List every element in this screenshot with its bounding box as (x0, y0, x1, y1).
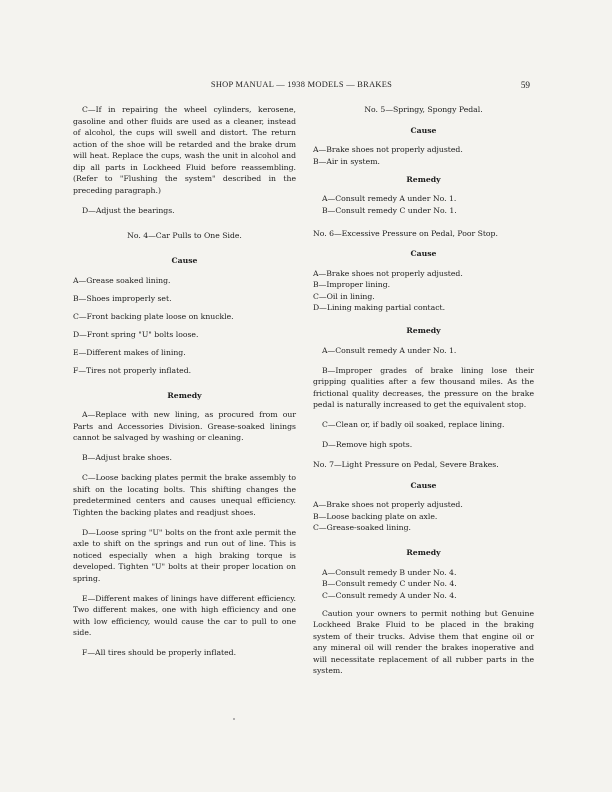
print-speck (233, 718, 235, 720)
cause-item: B—Improper lining. (313, 280, 391, 289)
remedy-paragraph: E—Different makes of linings have different efficiency. Two different makes, one with high efficiency and one with low efficiency, would cause the car to pull to one side. (73, 593, 296, 637)
cause-item: D—Front spring "U" bolts loose. (73, 329, 199, 339)
running-header (73, 80, 530, 92)
cause-item: B—Shoes improperly set. (73, 293, 172, 303)
remedy-paragraph: C—Clean or, if badly oil soaked, replace lining. (322, 420, 505, 429)
remedy-heading: Remedy (167, 390, 202, 400)
cause-heading: Cause (410, 480, 437, 490)
cause-heading: Cause (410, 125, 437, 135)
cause-item: D—Lining making partial contact. (313, 303, 446, 312)
remedy-paragraph: D—Remove high spots. (322, 440, 413, 449)
remedy-paragraph: A—Consult remedy A under No. 1. (322, 345, 457, 355)
cause-item: A—Grease soaked lining. (73, 275, 171, 285)
page-number: 59 (520, 80, 530, 90)
remedy-paragraph: F—All tires should be properly inflated. (82, 648, 237, 657)
paragraph-intro-c: C—If in repairing the wheel cylinders, kerosene, gasoline and other fluids are used as a cleaner, instead of alcohol, the cups will swell and distort. The return action of the shoe will be retarded and the brake drum will heat. Replace the cups, wash the unit in alcohol and dip all parts in Lockheed Fluid before reassembling. (Refer to "Flushing the system" described in the preceding paragraph.) (73, 105, 296, 195)
section-title-no5: No. 5—Springy, Spongy Pedal. (364, 105, 483, 114)
remedy-item: B—Consult remedy C under No. 4. (322, 579, 457, 588)
cause-item: C—Oil in lining. (313, 291, 375, 301)
cause-heading: Cause (171, 256, 198, 265)
header-title: SHOP MANUAL — 1938 MODELS — BRAKES (210, 80, 393, 89)
remedy-item: B—Consult remedy C under No. 1. (322, 205, 457, 215)
right-column (313, 104, 534, 685)
section-title-no6: No. 6—Excessive Pressure on Pedal, Poor Stop. (313, 228, 498, 238)
cause-item: E—Different makes of lining. (73, 347, 186, 357)
cause-item: C—Front backing plate loose on knuckle. (73, 311, 234, 321)
cause-item: C—Grease-soaked lining. (313, 523, 411, 532)
remedy-heading: Remedy (406, 326, 441, 335)
remedy-heading: Remedy (406, 548, 441, 557)
cause-heading: Cause (410, 249, 437, 258)
section-title-no4: No. 4—Car Pulls to One Side. (127, 230, 242, 240)
remedy-item: C—Consult remedy A under No. 4. (322, 590, 457, 600)
remedy-paragraph: D—Loose spring "U" bolts on the front axle permit the axle to shift on the springs and run out of line. This is noticed especially when a high braking torque is developed. Tighten "U" bolts at their proper location on spring. (73, 527, 296, 583)
cause-item: A—Brake shoes not properly adjusted. (313, 500, 463, 509)
caution-paragraph: Caution your owners to permit nothing but Genuine Lockheed Brake Fluid to be placed in the braking system of their trucks. Advise them that engine oil or any mineral oil will render the brakes inoperative and will necessitate replacement of all rubber parts in the system. (313, 608, 534, 675)
left-column (73, 104, 296, 667)
remedy-heading: Remedy (406, 174, 441, 184)
cause-item: B—Loose backing plate on axle. (313, 511, 438, 521)
cause-item: A—Brake shoes not properly adjusted. (313, 145, 463, 154)
remedy-item: A—Consult remedy B under No. 4. (322, 567, 457, 577)
cause-item: B—Air in system. (313, 156, 380, 166)
remedy-paragraph: B—Improper grades of brake lining lose their gripping qualities after a few thousand miles. As the frictional quality decreases, the pressure on the brake pedal is naturally increased to get the equivalent stop. (313, 365, 534, 409)
remedy-paragraph: B—Adjust brake shoes. (82, 453, 172, 462)
cause-item: F—Tires not properly inflated. (73, 365, 192, 375)
remedy-paragraph: C—Loose backing plates permit the brake assembly to shift on the locating bolts. This shifting changes the predetermined centers and causes unequal efficiency. Tighten the backing plates and readjust shoes. (73, 473, 296, 517)
cause-item: A—Brake shoes not properly adjusted. (313, 268, 463, 278)
paragraph-intro-d: D—Adjust the bearings. (82, 205, 175, 215)
remedy-paragraph: A—Replace with new lining, as procured from our Parts and Accessories Division. Grease-soaked linings cannot be salvaged by washing or cleaning. (73, 410, 296, 442)
section-title-no7: No. 7—Light Pressure on Pedal, Severe Brakes. (313, 460, 499, 469)
remedy-item: A—Consult remedy A under No. 1. (322, 194, 457, 203)
